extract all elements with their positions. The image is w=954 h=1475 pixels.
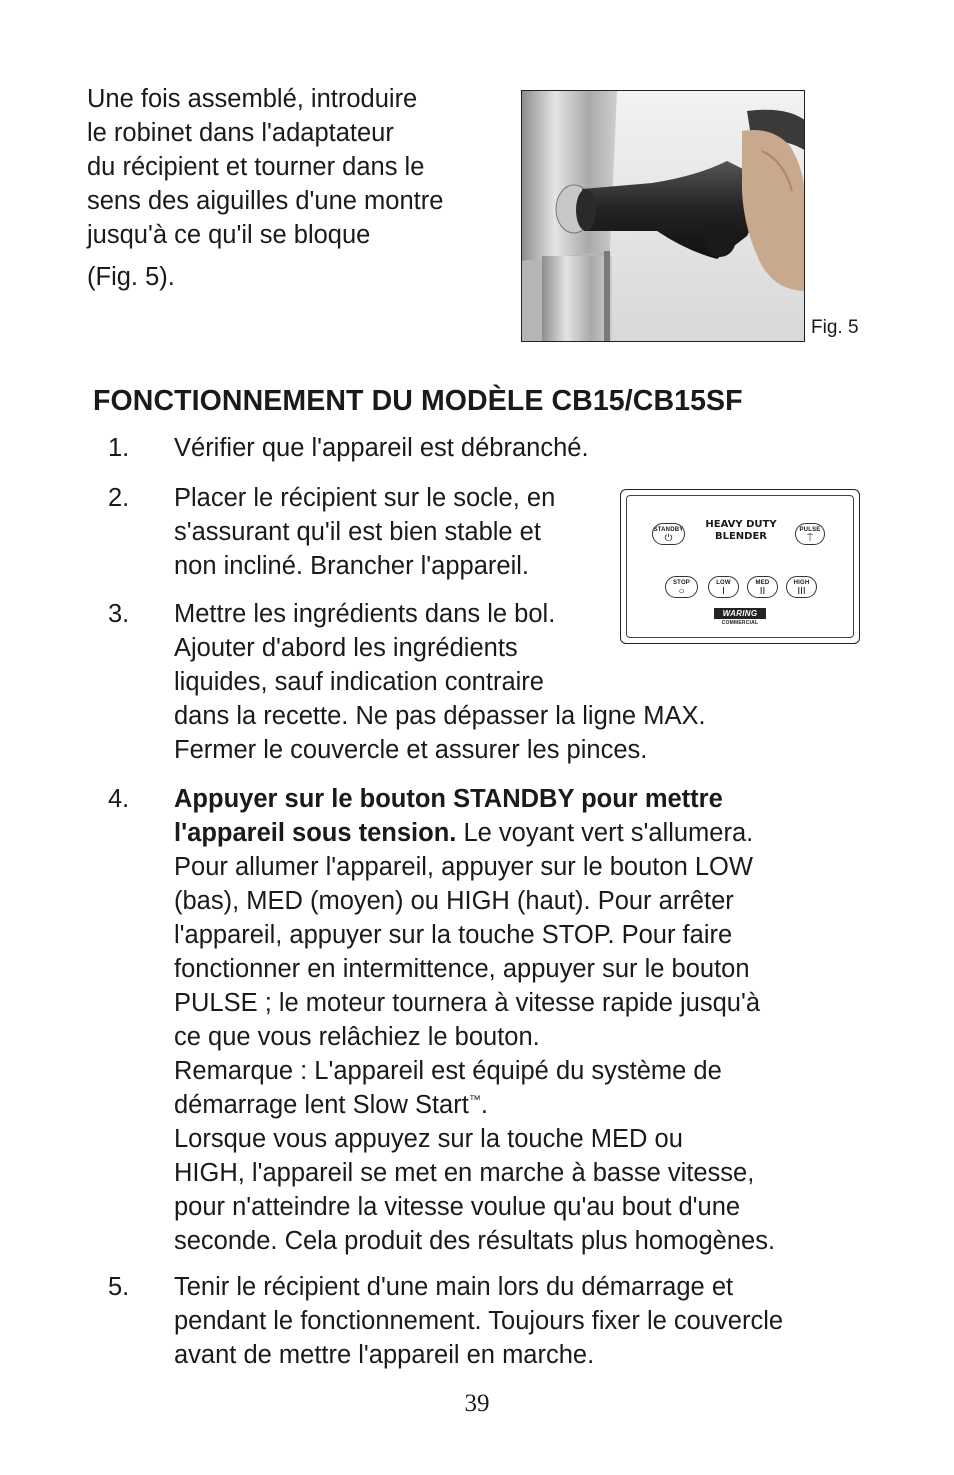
step-line: pour n'atteindre la vitesse voulue qu'au bout d'une	[174, 1193, 741, 1221]
step-number: 4.	[108, 785, 130, 813]
slow-start-line	[174, 1088, 775, 1122]
step-4-mixed-line	[174, 816, 775, 850]
step-line: fonctionner en intermittence, appuyer sur le bouton	[174, 955, 750, 983]
step-line: Ajouter d'abord les ingrédients	[174, 634, 518, 662]
control-panel-illustration	[620, 489, 860, 644]
figure-5-photo	[521, 90, 805, 342]
step-line: ce que vous relâchiez le bouton.	[174, 1023, 540, 1051]
slow-start-text: démarrage lent Slow Start	[174, 1091, 469, 1119]
high-button-illustration	[786, 576, 817, 598]
intro-line: jusqu'à ce qu'il se bloque	[87, 221, 371, 249]
step-line: non incliné. Brancher l'appareil.	[174, 552, 529, 580]
intro-paragraph	[87, 82, 507, 294]
intro-line: sens des aiguilles d'une montre	[87, 187, 444, 215]
step-line: seconde. Cela produit des résultats plus homogènes.	[174, 1227, 776, 1255]
pulse-label: PULSE	[799, 527, 821, 533]
panel-title-line-1: HEAVY DUTY	[705, 519, 777, 530]
intro-fig-reference: (Fig. 5).	[87, 263, 175, 291]
step-line: PULSE ; le moteur tournera à vitesse rapide jusqu'à	[174, 989, 761, 1017]
med-button-illustration	[747, 576, 778, 598]
page-number: 39	[464, 1390, 490, 1417]
step-number: 5.	[108, 1273, 130, 1301]
step-line: Fermer le couvercle et assurer les pinces.	[174, 736, 648, 764]
standby-label: STANDBY	[653, 527, 684, 533]
step-5-text	[174, 1270, 783, 1372]
step-line: Lorsque vous appuyez sur la touche MED ou	[174, 1125, 683, 1153]
step-2-text	[174, 481, 555, 583]
intro-line: le robinet dans l'adaptateur	[87, 119, 394, 147]
step-line: HIGH, l'appareil se met en marche à basse vitesse,	[174, 1159, 755, 1187]
step-4-text	[174, 782, 775, 1258]
step-line: l'appareil, appuyer sur la touche STOP. Pour faire	[174, 921, 733, 949]
step-line: s'assurant qu'il est bien stable et	[174, 518, 541, 546]
stop-label: STOP	[672, 580, 691, 586]
low-icon: I	[722, 586, 725, 597]
low-button-illustration	[708, 576, 739, 598]
step-number: 3.	[108, 600, 130, 628]
high-label: HIGH	[793, 580, 810, 586]
step-line: Tenir le récipient d'une main lors du démarrage et	[174, 1273, 734, 1301]
low-label: LOW	[716, 580, 731, 586]
section-heading: FONCTIONNEMENT DU MODÈLE CB15/CB15SF	[93, 385, 743, 417]
step-line: Remarque : L'appareil est équipé du système de	[174, 1057, 722, 1085]
step-line: Mettre les ingrédients dans le bol.	[174, 600, 556, 628]
step-line: (bas), MED (moyen) ou HIGH (haut). Pour arrêter	[174, 887, 734, 915]
stop-button-illustration	[665, 576, 698, 598]
panel-title-line-2: BLENDER	[714, 531, 768, 542]
stop-icon: ○	[678, 586, 685, 597]
high-icon: III	[797, 586, 806, 597]
step-line: dans la recette. Ne pas dépasser la ligne MAX.	[174, 702, 706, 730]
med-icon: II	[759, 586, 766, 597]
step-line: Placer le récipient sur le socle, en	[174, 484, 556, 512]
med-label: MED	[755, 580, 770, 586]
step-line: avant de mettre l'appareil en marche.	[174, 1341, 595, 1369]
step-line: Pour allumer l'appareil, appuyer sur le bouton LOW	[174, 853, 753, 881]
step-line: liquides, sauf indication contraire	[174, 668, 544, 696]
pulse-button-illustration	[795, 523, 825, 545]
step-4-bold-phrase: l'appareil sous tension.	[174, 819, 457, 847]
step-4-after-bold: Le voyant vert s'allumera.	[456, 819, 754, 847]
step-4-bold-line: Appuyer sur le bouton STANDBY pour mettre	[174, 785, 723, 813]
waring-logo: WARING	[714, 608, 766, 619]
panel-title	[691, 519, 791, 543]
waring-logo-subtitle: COMMERCIAL	[721, 620, 759, 626]
pulse-icon: ⍑	[807, 533, 813, 544]
intro-line: du récipient et tourner dans le	[87, 153, 425, 181]
standby-button-illustration	[652, 523, 685, 545]
faucet-assembly-illustration	[522, 91, 805, 342]
step-line: Vérifier que l'appareil est débranché.	[174, 434, 589, 462]
trademark-symbol: ™	[468, 1092, 481, 1107]
step-number: 1.	[108, 434, 130, 462]
step-number: 2.	[108, 484, 130, 512]
figure-caption: Fig. 5	[811, 317, 859, 338]
step-1-text	[174, 431, 589, 465]
slow-start-end: .	[480, 1091, 488, 1119]
power-icon: ⏻	[664, 533, 673, 544]
intro-line: Une fois assemblé, introduire	[87, 85, 418, 113]
step-line: pendant le fonctionnement. Toujours fixer le couvercle	[174, 1307, 784, 1335]
